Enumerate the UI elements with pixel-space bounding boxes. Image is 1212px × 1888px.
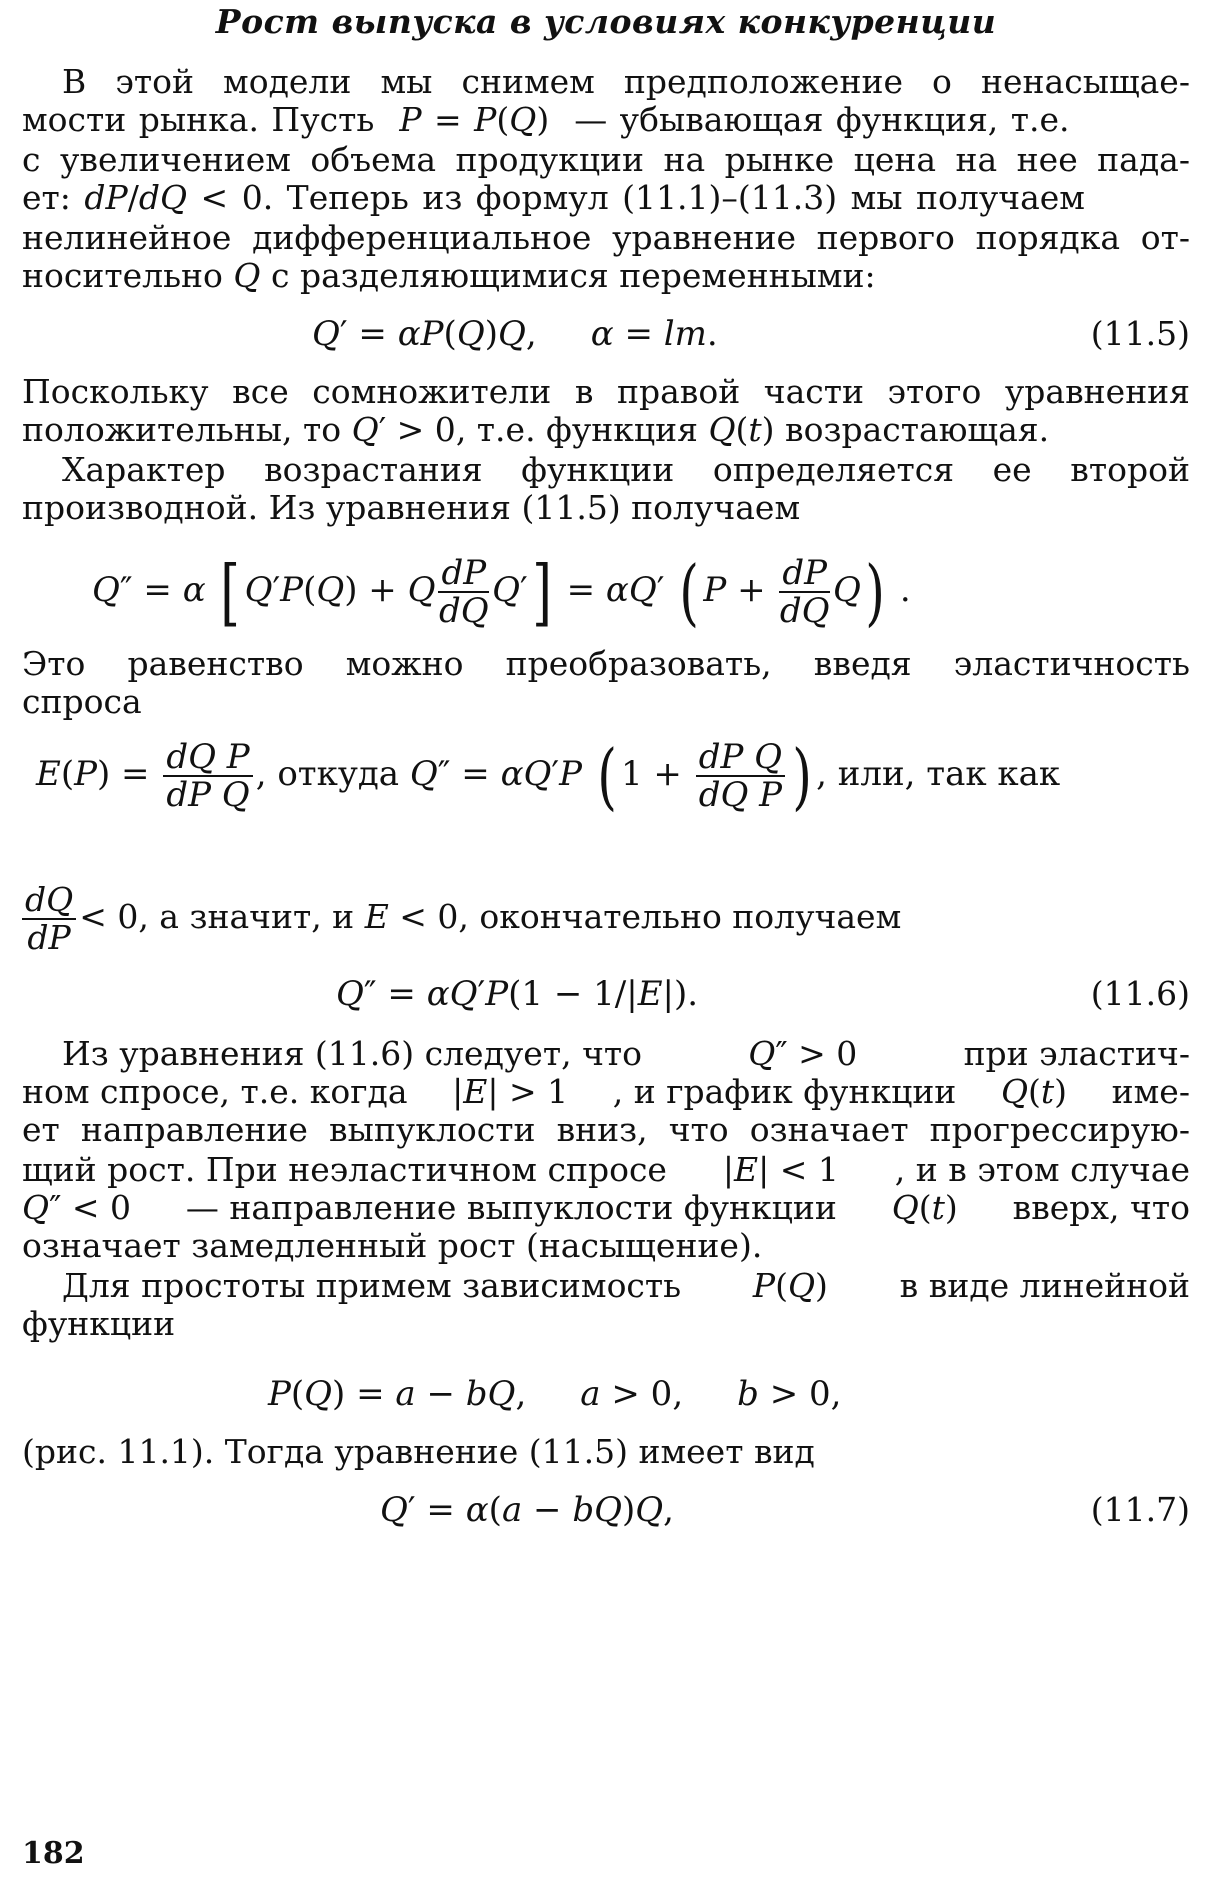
text-line: ном спросе, т.е. когда |E| > 1 , и график функции Q(t) име- xyxy=(22,1072,1190,1111)
text-line: означает замедленный рост (насыщение). xyxy=(22,1226,763,1265)
text-line: Для простоты примем зависимость P(Q) в виде линейной xyxy=(62,1266,1190,1305)
equation-linear-demand: P(Q) = a − bQ, a > 0, b > 0, xyxy=(268,1374,842,1414)
text-line: ет: dP/dQ < 0. Теперь из формул (11.1)–(11.3) мы получаем xyxy=(22,178,1085,217)
equation-elasticity: E(P) = $\frac{\text{dQ P}}{\text{dP Q}}$ , откуда Q″ = αQ′P ( 1 + $\frac{\text{dP Q}}{\text{dQ P}}$ ) , или, так как xyxy=(36,734,1061,818)
text-line: с увеличением объема продукции на рынке цена на нее пада- xyxy=(22,140,1190,179)
equation-number: (11.6) xyxy=(1090,974,1190,1013)
text-line: положительны, то Q′ > 0, т.е. функция Q(t) возрастающая. xyxy=(22,410,1050,449)
text-line: щий рост. При неэластичном спросе |E| < 1 , и в этом случае xyxy=(22,1150,1190,1189)
equation-second-derivative: Q″ = α [ Q′P(Q) + Q $\frac{dP}{dQ}$ Q′] = αQ′ ( P + $\frac{dP}{dQ}$ Q) . xyxy=(92,550,911,634)
text-line: Это равенство можно преобразовать, введя эластичность xyxy=(22,644,1190,683)
text-line: спроса xyxy=(22,682,142,721)
text-line: Поскольку все сомножители в правой части этого уравнения xyxy=(22,372,1190,411)
equation-11-7: Q′ = α(a − bQ)Q, xyxy=(380,1490,674,1530)
text-line: функции xyxy=(22,1304,176,1343)
equation-number: (11.7) xyxy=(1090,1490,1190,1529)
text-line: В этой модели мы снимем предположение о ненасыщае- xyxy=(62,62,1190,101)
text-line: производной. Из уравнения (11.5) получаем xyxy=(22,488,801,527)
text-line: мости рынка. Пусть P = P(Q) — убывающая функция, т.е. xyxy=(22,100,1070,139)
text-line: Характер возрастания функции определяется ее второй xyxy=(62,450,1190,489)
text-line: Из уравнения (11.6) следует, что Q″ > 0 при эластич- xyxy=(62,1034,1190,1073)
text-line: носительно Q с разделяющимися переменными: xyxy=(22,256,876,295)
text-line: (рис. 11.1). Тогда уравнение (11.5) имеет вид xyxy=(22,1432,815,1471)
text-line: нелинейное дифференциальное уравнение первого порядка от- xyxy=(22,218,1190,257)
equation-11-6: Q″ = αQ′P(1 − 1/|E|). xyxy=(336,974,699,1014)
text-line: ет направление выпуклости вниз, что означает прогрессирую- xyxy=(22,1110,1190,1149)
equation-number: (11.5) xyxy=(1090,314,1190,353)
text-line: $\frac{dQ}{dP}$ < 0, а значит, и E < 0, окончательно получаем xyxy=(22,872,901,962)
page-number: 182 xyxy=(22,1836,85,1871)
section-title: Рост выпуска в условиях конкуренции xyxy=(215,2,997,41)
equation-11-5: Q′ = αP(Q)Q, α = lm. xyxy=(312,314,718,354)
text-line: Q″ < 0 — направление выпуклости функции Q(t) вверх, что xyxy=(22,1188,1190,1227)
